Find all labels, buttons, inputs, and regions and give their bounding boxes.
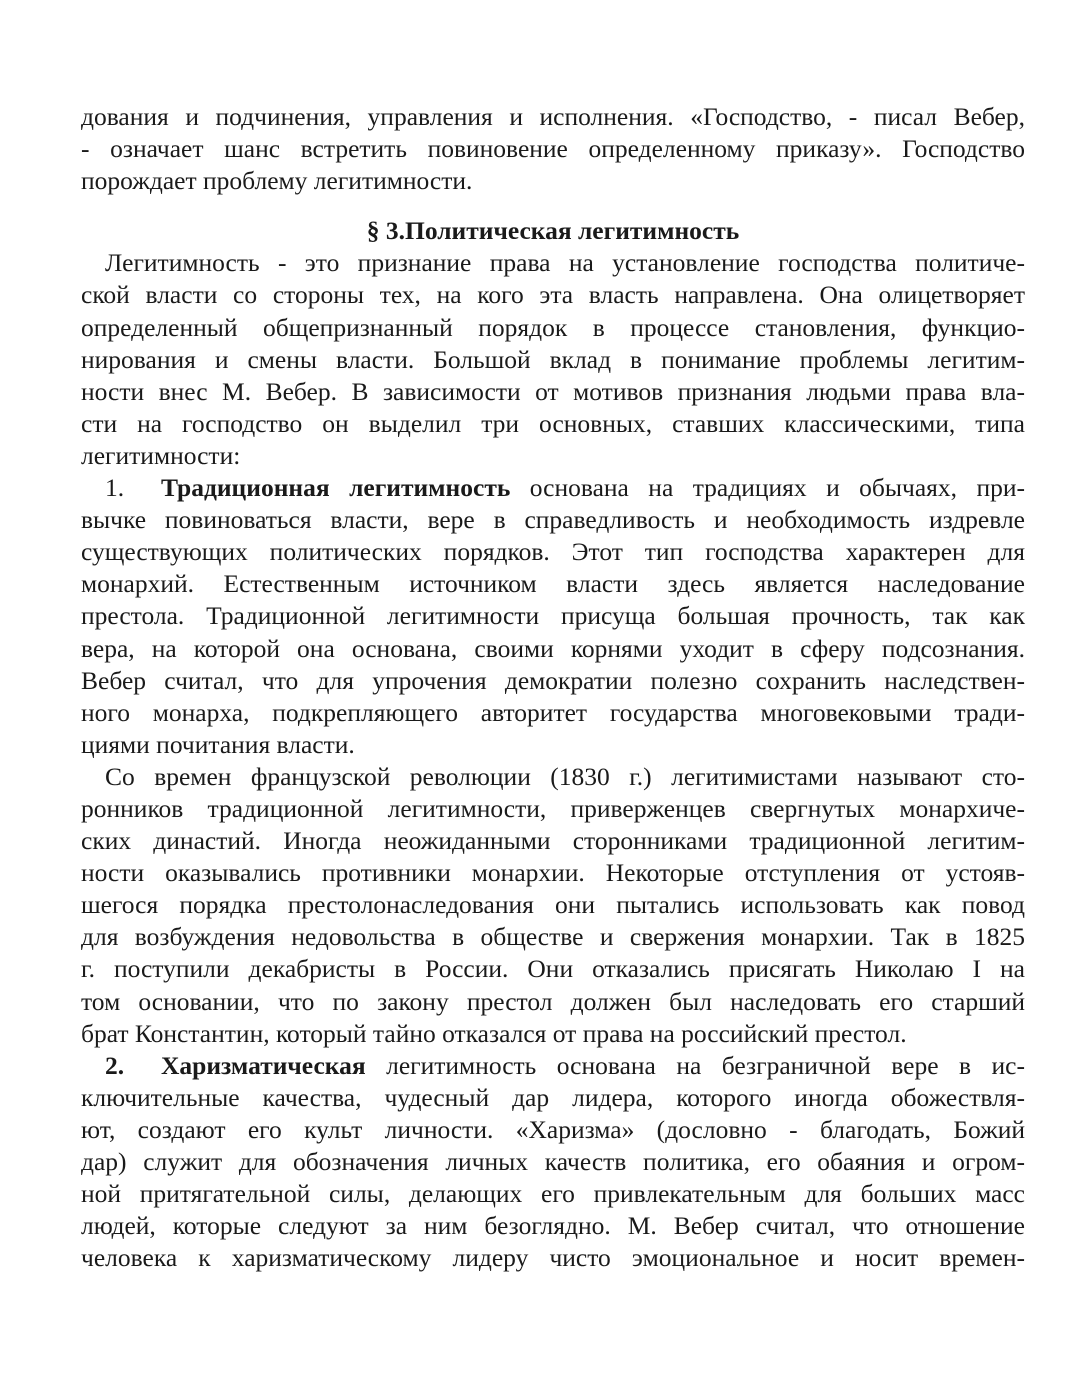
list-item-traditional — [81, 472, 1025, 761]
paragraph-legitimists — [81, 761, 1025, 1050]
text-line: престола. Традиционной легитимности присуща большая прочность, так как — [81, 601, 1025, 631]
text-line: том основании, что по закону престол должен был наследовать его старший — [81, 986, 1025, 1016]
text-line: ключительные качества, чудесный дар лидера, которого иногда обожествля- — [81, 1082, 1025, 1112]
text-line — [81, 1050, 1025, 1082]
text-fragment: основана на традициях и обычаях, при- — [510, 473, 1025, 503]
list-number: 1. — [105, 473, 125, 503]
text-fragment: легитимность основана на безграничной вере в ис- — [365, 1050, 1025, 1080]
text-line: ронников традиционной легитимности, приверженцев свергнутых монархиче- — [81, 793, 1025, 823]
text-line: для возбуждения недовольства в обществе и свержения монархии. Так в 1825 — [81, 922, 1025, 952]
text-line: ной притягательной силы, делающих его привлекательным для больших масс — [81, 1179, 1025, 1209]
text-line: ской власти со стороны тех, на кого эта власть направлена. Она олицетворяет — [81, 280, 1025, 310]
text-line: порождает проблему легитимности. — [81, 166, 473, 196]
text-line: дования и подчинения, управления и исполнения. «Господство, - писал Вебер, — [81, 102, 1025, 131]
text-line: ного монарха, подкрепляющего авторитет государства многовековыми тради- — [81, 697, 1025, 727]
text-line: сти на господство он выделил три основных, ставших классическими, типа — [81, 408, 1025, 438]
text-line: ности внес М. Вебер. В зависимости от мотивов признания людьми права вла- — [81, 376, 1025, 406]
intro-paragraph — [81, 101, 1025, 197]
text-line: Легитимность - это признание права на установление господства политиче- — [105, 248, 1025, 278]
section-heading: § 3.Политическая легитимность — [366, 216, 740, 246]
text-line: вера, на которой она основана, своими корнями уходит в сферу подсознания. — [81, 633, 1025, 663]
text-line: ности оказывались противники монархии. Некоторые отступления от устояв- — [81, 858, 1025, 888]
text-line: определенный общепризнанный порядок в процессе становления, функцио- — [81, 312, 1025, 342]
text-line: г. поступили декабристы в России. Они отказались присягать Николаю I на — [81, 954, 1025, 984]
text-line: ют, создают его культ личности. «Харизма» (дословно - благодать, Божий — [81, 1114, 1025, 1144]
text-line: Вебер считал, что для упрочения демократии полезно сохранить наследствен- — [81, 665, 1025, 695]
text-line: циями почитания власти. — [81, 729, 355, 759]
list-number: 2. — [105, 1050, 125, 1080]
text-line: вычке повиноваться власти, вере в справедливость и необходимость издревле — [81, 505, 1025, 535]
text-line — [81, 472, 1025, 504]
list-item-charismatic — [81, 1050, 1025, 1275]
text-line: существующих политических порядков. Этот тип господства характерен для — [81, 537, 1025, 567]
text-line: дар) служит для обозначения личных качеств политика, его обаяния и огром- — [81, 1147, 1025, 1176]
text-line: людей, которые следуют за ним безоглядно. М. Вебер считал, что отношение — [81, 1211, 1025, 1241]
text-line: ских династий. Иногда неожиданными сторонниками традиционной легитим- — [81, 826, 1025, 856]
text-line: брат Константин, который тайно отказался от права на российский престол. — [81, 1018, 907, 1048]
text-line: нирования и смены власти. Большой вклад в понимание проблемы легитим- — [81, 344, 1025, 374]
paragraph-legitimacy-definition — [81, 247, 1025, 472]
term-bold: Традиционная легитимность — [161, 473, 511, 503]
term-bold: Харизматическая — [161, 1050, 366, 1080]
text-line: - означает шанс встретить повиновение определенному приказу». Господство — [81, 134, 1025, 164]
text-line: шегося порядка престолонаследования они пытались использовать как повод — [81, 890, 1025, 920]
text-line: Со времен французской революции (1830 г.) легитимистами называют сто- — [105, 761, 1025, 791]
text-line: монархий. Естественным источником власти здесь является наследование — [81, 569, 1025, 599]
text-line: человека к харизматическому лидеру чисто эмоциональное и носит времен- — [81, 1243, 1025, 1273]
document-page — [81, 101, 1025, 1274]
text-line: легитимности: — [81, 440, 241, 470]
